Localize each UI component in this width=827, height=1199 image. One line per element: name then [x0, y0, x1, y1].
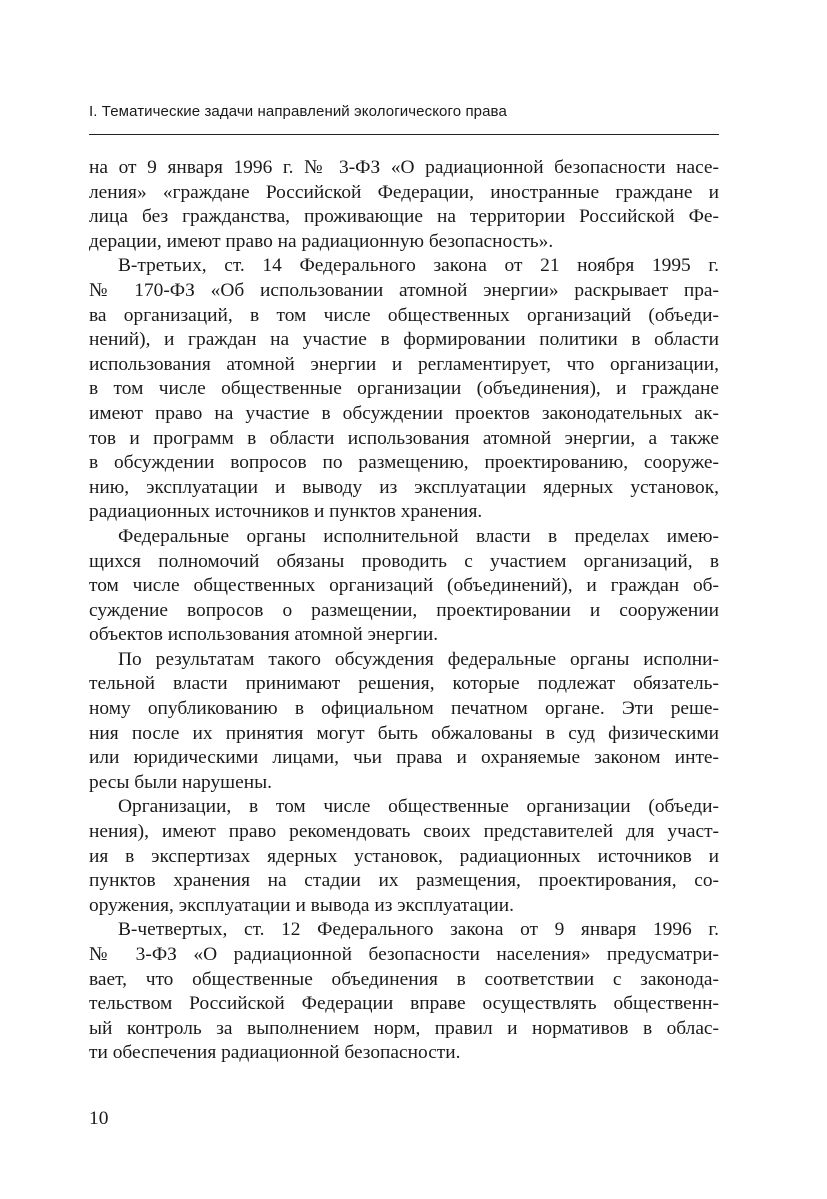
text-line: или юридическими лицами, чьи права и охраняемые законом инте-	[89, 747, 719, 769]
text-line: суждение вопросов о размещении, проектировании и сооружении	[89, 599, 719, 621]
running-header: I. Тематические задачи направлений экологического права	[89, 103, 507, 120]
body-text	[89, 156, 719, 1066]
text-line: В-третьих, ст. 14 Федерального закона от 21 ноября 1995 г.	[118, 255, 719, 277]
text-line: ия в экспертизах ядерных установок, радиационных источников и	[89, 845, 719, 867]
text-line: нений), и граждан на участие в формировании политики в области	[89, 329, 719, 351]
text-line: № 170-ФЗ «Об использовании атомной энергии» раскрывает пра-	[89, 279, 719, 301]
text-line: ния после их принятия могут быть обжалованы в суд физическими	[89, 722, 719, 744]
header-rule	[89, 134, 719, 135]
text-line: использования атомной энергии и регламентирует, что организации,	[89, 353, 719, 375]
text-line: ному опубликованию в официальном печатном органе. Эти реше-	[89, 698, 719, 720]
text-line: имеют право на участие в обсуждении проектов законодательных ак-	[89, 402, 719, 424]
page-number: 10	[89, 1108, 109, 1129]
text-line: радиационных источников и пунктов хранения.	[89, 501, 483, 523]
text-line: тельством Российской Федерации вправе осуществлять общественн-	[89, 993, 719, 1015]
text-line: дерации, имеют право на радиационную безопасность».	[89, 230, 554, 252]
text-line: Федеральные органы исполнительной власти в пределах имею-	[118, 525, 719, 547]
paragraph-5	[89, 795, 719, 918]
text-line: на от 9 января 1996 г. № 3-ФЗ «О радиационной безопасности насе-	[89, 157, 719, 178]
text-line: лица без гражданства, проживающие на территории Российской Фе-	[89, 206, 719, 228]
paragraph-2	[89, 254, 719, 525]
text-line: ления» «граждане Российской Федерации, иностранные граждане и	[89, 181, 719, 203]
text-line: оружения, эксплуатации и вывода из эксплуатации.	[89, 894, 514, 916]
paragraph-6	[89, 918, 719, 1066]
text-line: ва организаций, в том числе общественных организаций (объеди-	[89, 304, 719, 326]
text-line: тов и программ в области использования атомной энергии, а также	[89, 427, 719, 449]
text-line: щихся полномочий обязаны проводить с участием организаций, в	[89, 550, 719, 572]
paragraph-1	[89, 156, 719, 254]
text-line: № 3-ФЗ «О радиационной безопасности населения» предусматри-	[89, 944, 719, 965]
text-line: в обсуждении вопросов по размещению, проектированию, сооруже-	[89, 452, 719, 474]
text-line: объектов использования атомной энергии.	[89, 624, 439, 646]
text-line: вает, что общественные объединения в соответствии с законода-	[89, 968, 719, 990]
text-line: В-четвертых, ст. 12 Федерального закона от 9 января 1996 г.	[118, 919, 719, 941]
text-line: в том числе общественные организации (объединения), и граждане	[89, 378, 719, 400]
text-line: Организации, в том числе общественные организации (объеди-	[118, 796, 719, 818]
text-line: пунктов хранения на стадии их размещения, проектирования, со-	[89, 870, 719, 892]
text-line: ый контроль за выполнением норм, правил и нормативов в облас-	[89, 1017, 719, 1039]
text-line: нию, эксплуатации и выводу из эксплуатации ядерных установок,	[89, 476, 719, 498]
text-line: тельной власти принимают решения, которые подлежат обязатель-	[89, 673, 719, 695]
paragraph-3	[89, 525, 719, 648]
text-line: По результатам такого обсуждения федеральные органы исполни-	[118, 648, 719, 670]
text-line: том числе общественных организаций (объединений), и граждан об-	[89, 575, 719, 597]
text-line: ресы были нарушены.	[89, 771, 272, 793]
text-line: нения), имеют право рекомендовать своих представителей для участ-	[89, 821, 719, 843]
text-line: ти обеспечения радиационной безопасности.	[89, 1042, 461, 1064]
paragraph-4	[89, 648, 719, 796]
